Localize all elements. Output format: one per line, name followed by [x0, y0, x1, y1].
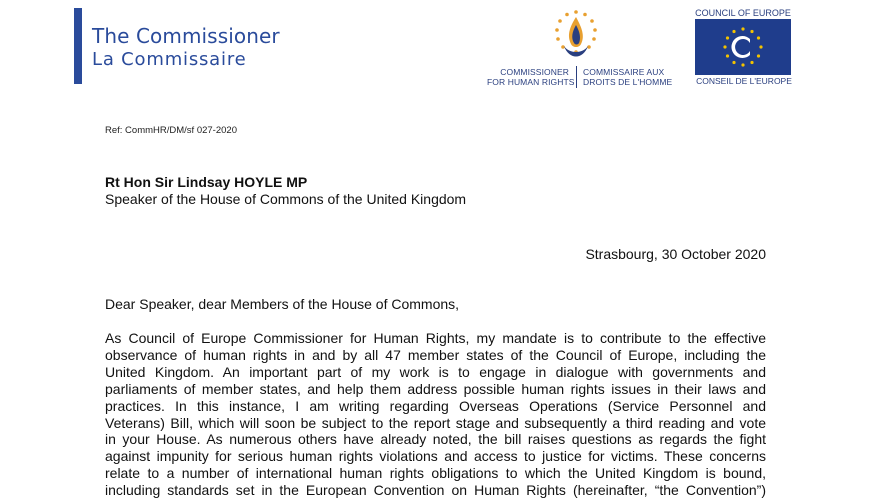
paragraph-line: against impunity for serious human rights violations and access to justice for victims. These concerns: [105, 448, 766, 465]
paragraph-line: practices. In this instance, I am writing regarding Overseas Operations (Service Personnel and: [105, 397, 766, 414]
emblem-caption-fr-line2: DROITS DE L'HOMME: [583, 77, 673, 87]
commissioner-flame-logo-icon: [545, 8, 607, 70]
emblem-caption-fr: [583, 67, 673, 87]
emblem-caption-en-line2: FOR HUMAN RIGHTS: [487, 77, 575, 87]
emblem-caption-en-line1: COMMISSIONER: [500, 67, 569, 77]
commissioner-title-fr: La Commissaire: [92, 49, 247, 70]
brand-accent-bar: [74, 8, 82, 84]
place-and-date: Strasbourg, 30 October 2020: [585, 246, 766, 262]
body-paragraph: [105, 330, 766, 499]
emblem-divider: [576, 66, 577, 88]
paragraph-line: in your House. As numerous others have already noted, the bill raises questions as regards the fight: [105, 431, 766, 448]
paragraph-line: parliaments of member states, and help them address possible human rights issues in their laws and: [105, 380, 766, 397]
paragraph-line: Veterans) Bill, which will soon be subject to the report stage and subsequently a third reading and vote: [105, 414, 766, 431]
paragraph-line: relate to a number of international human rights obligations to which the United Kingdom is bound,: [105, 465, 766, 482]
commissioner-title-en: The Commissioner: [92, 24, 280, 48]
coe-name-fr: CONSEIL DE L'EUROPE: [696, 76, 792, 86]
paragraph-line: observance of human rights in and by all 47 member states of the Council of Europe, including the: [105, 346, 766, 363]
reference-number: Ref: CommHR/DM/sf 027-2020: [105, 125, 237, 136]
paragraph-line: As Council of Europe Commissioner for Human Rights, my mandate is to contribute to the effective: [105, 330, 766, 346]
emblem-caption-en: [487, 67, 575, 87]
salutation: Dear Speaker, dear Members of the House of Commons,: [105, 296, 460, 312]
addressee-title: Speaker of the House of Commons of the United Kingdom: [105, 191, 467, 207]
council-of-europe-logo-icon: [695, 19, 791, 75]
addressee-name: Rt Hon Sir Lindsay HOYLE MP: [105, 174, 308, 190]
emblem-caption-fr-line1: COMMISSAIRE AUX: [583, 67, 665, 77]
paragraph-line: including standards set in the European Convention on Human Rights (hereinafter, “the Convention”): [105, 482, 766, 499]
paragraph-line: United Kingdom. An important part of my work is to engage in dialogue with governments and: [105, 363, 766, 380]
coe-name-en: COUNCIL OF EUROPE: [695, 8, 791, 18]
